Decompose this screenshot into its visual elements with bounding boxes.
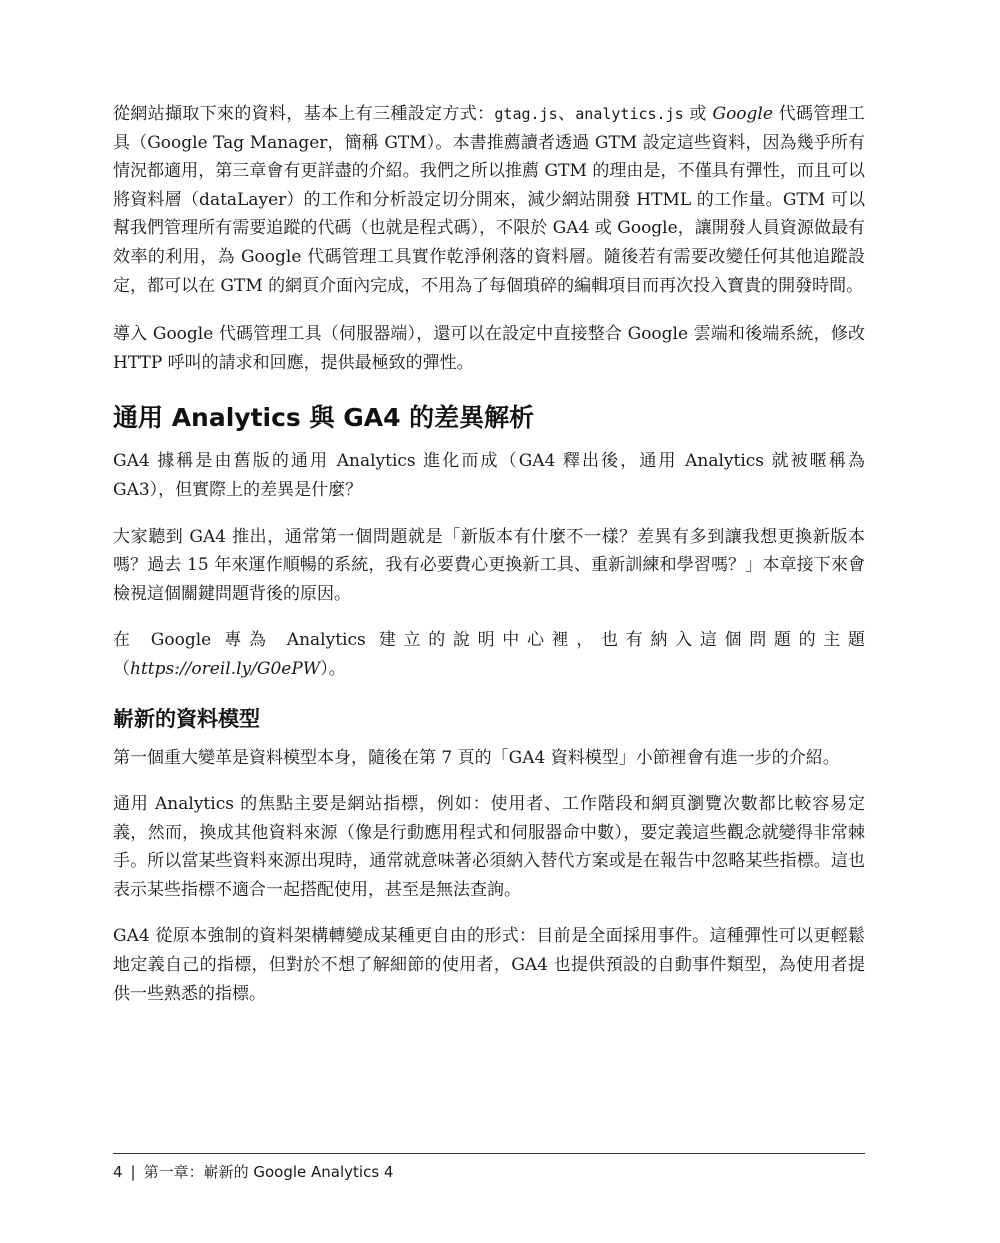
text-run: 代碼管理工具（Google Tag Manager，簡稱 GTM）。本書推薦讀者透過 GTM 設定這些資料，因為幾乎所有情況都適用，第三章會有更詳盡的介紹。我們之所以推薦 GTM 的理由是，不僅具有彈性，而且可以將資料層（dataLayer）的工作和分析設定切分開來，減少網站開發 HTML 的工作量。GTM 可以幫我們管理所有需要追蹤的代碼（也就是程式碼），不限於 GA4 或 Google，讓開發人員資源做最有效率的利用，為 Google 代碼管理工具實作乾淨俐落的資料層。隨後若有需要改變任何其他追蹤設定，都可以在 GTM 的網頁介面內完成，不用為了每個瑣碎的編輯項目而再次投入寶貴的開發時間。 (113, 104, 866, 296)
paragraph: 通用 Analytics 的焦點主要是網站指標，例如：使用者、工作階段和網頁瀏覽次數都比較容易定義，然而，換成其他資料來源（像是行動應用程式和伺服器命中數），要定義這些觀念就變得非常棘手。所以當某些資料來源出現時，通常就意味著必須納入替代方案或是在報告中忽略某些指標。這也表示某些指標不適合一起搭配使用，甚至是無法查詢。 (113, 794, 865, 900)
text-run: ）。 (320, 658, 346, 679)
page-footer (113, 1161, 393, 1182)
text-run: 從網站擷取下來的資料，基本上有三種設定方式： (113, 104, 495, 124)
page-number: 4 (113, 1163, 123, 1181)
inline-code: gtag.js (494, 105, 558, 123)
section-heading: 通用 Analytics 與 GA4 的差異解析 (113, 403, 535, 433)
paragraph: GA4 從原本強制的資料架構轉變成某種更自由的形式：目前是全面採用事件。這種彈性可以更輕鬆地定義自己的指標，但對於不想了解細節的使用者，GA4 也提供預設的自動事件類型，為使用者提供一些熟悉的指標。 (113, 926, 865, 1004)
footer-separator: | (130, 1163, 136, 1181)
url-link[interactable]: https://oreil.ly/G0ePW (130, 658, 321, 679)
paragraph: 第一個重大變革是資料模型本身，隨後在第 7 頁的「GA4 資料模型」小節裡會有進一步的介紹。 (113, 747, 840, 768)
paragraph (113, 100, 865, 300)
footer-divider (113, 1153, 865, 1154)
text-run: 或 (683, 104, 713, 124)
paragraph: GA4 據稱是由舊版的通用 Analytics 進化而成（GA4 釋出後，通用 Analytics 就被暱稱為 GA3），但實際上的差異是什麼？ (113, 451, 865, 500)
paragraph (113, 626, 865, 683)
page-content (113, 100, 865, 1008)
inline-code: analytics.js (575, 105, 684, 123)
paragraph: 導入 Google 代碼管理工具（伺服器端），還可以在設定中直接整合 Google 雲端和後端系統，修改 HTTP 呼叫的請求和回應，提供最極致的彈性。 (113, 324, 865, 373)
paragraph: 大家聽到 GA4 推出，通常第一個問題就是「新版本有什麼不一樣？差異有多到讓我想更換新版本嗎？過去 15 年來運作順暢的系統，我有必要費心更換新工具、重新訓練和學習嗎？」本章接下來會檢視這個關鍵問題背後的原因。 (113, 526, 865, 604)
chapter-title: 第一章：嶄新的 Google Analytics 4 (143, 1163, 394, 1181)
emphasis-text: Google (712, 104, 773, 124)
text-run: 在 Google 專為 Analytics 建立的說明中心裡，也有納入這個問題的主題（ (113, 630, 865, 679)
subsection-heading: 嶄新的資料模型 (113, 706, 260, 731)
text-run: 、 (557, 104, 576, 124)
